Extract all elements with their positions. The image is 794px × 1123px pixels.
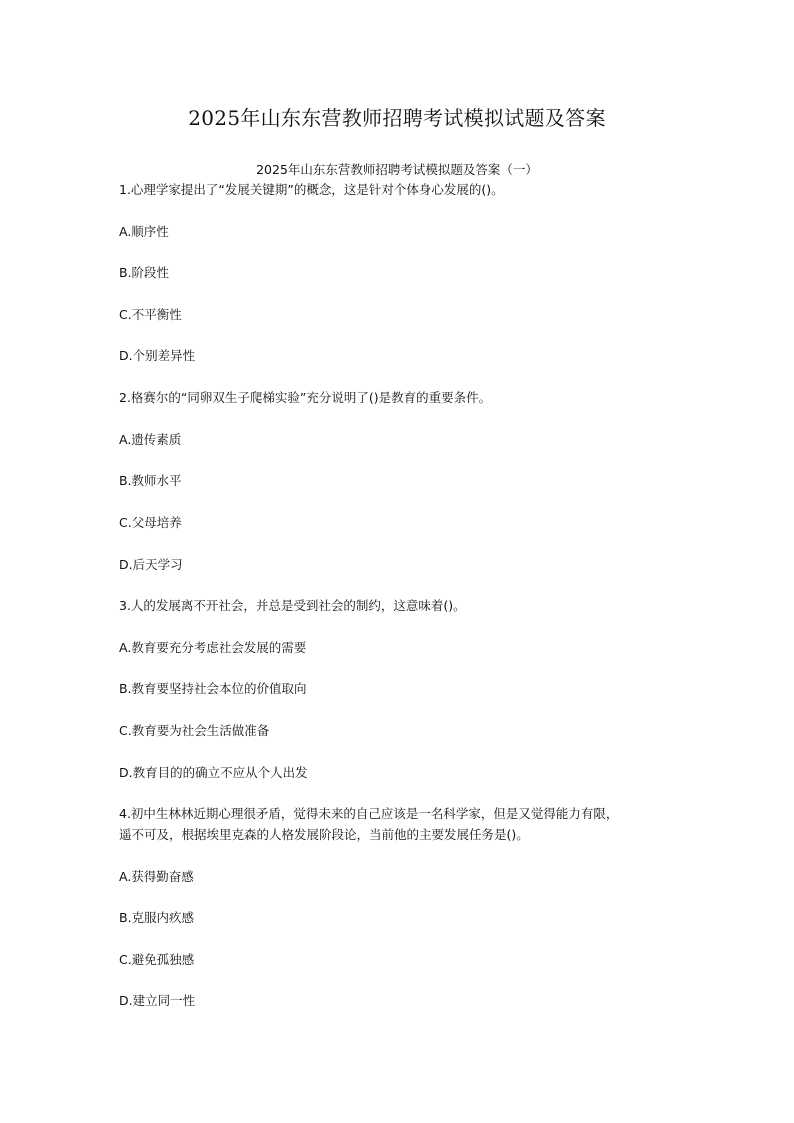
question-4-option-d: D.建立同一性 bbox=[119, 993, 196, 1008]
question-1-stem: 1.心理学家提出了“发展关键期”的概念，这是针对个体身心发展的()。 bbox=[119, 182, 504, 197]
section-title: 2025年山东东营教师招聘考试模拟题及答案（一） bbox=[256, 162, 538, 177]
question-3-option-a: A.教育要充分考虑社会发展的需要 bbox=[119, 640, 307, 655]
question-2-option-b: B.教师水平 bbox=[119, 473, 182, 488]
question-2-option-d: D.后天学习 bbox=[119, 557, 183, 572]
question-2-stem: 2.格赛尔的“同卵双生子爬梯实验”充分说明了()是教育的重要条件。 bbox=[119, 390, 492, 405]
question-1-option-d: D.个别差异性 bbox=[119, 348, 196, 363]
question-3-option-c: C.教育要为社会生活做准备 bbox=[119, 723, 270, 738]
question-1-option-c: C.不平衡性 bbox=[119, 307, 182, 322]
document-title: 2025年山东东营教师招聘考试模拟试题及答案 bbox=[188, 106, 606, 130]
question-4-option-c: C.避免孤独感 bbox=[119, 952, 195, 967]
question-4-stem-line-2: 遥不可及，根据埃里克森的人格发展阶段论，当前他的主要发展任务是()。 bbox=[119, 827, 529, 842]
question-2-option-c: C.父母培养 bbox=[119, 515, 182, 530]
question-1-option-b: B.阶段性 bbox=[119, 265, 170, 280]
question-2-option-a: A.遗传素质 bbox=[119, 432, 182, 447]
question-4-stem-line-1: 4.初中生林林近期心理很矛盾，觉得未来的自己应该是一名科学家，但是又觉得能力有限， bbox=[119, 806, 619, 821]
question-1-option-a: A.顺序性 bbox=[119, 224, 169, 239]
question-4-option-b: B.克服内疚感 bbox=[119, 910, 195, 925]
question-3-stem: 3.人的发展离不开社会，并总是受到社会的制约，这意味着()。 bbox=[119, 598, 466, 613]
question-4-option-a: A.获得勤奋感 bbox=[119, 869, 194, 884]
question-3-option-b: B.教育要坚持社会本位的价值取向 bbox=[119, 681, 307, 696]
question-3-option-d: D.教育目的的确立不应从个人出发 bbox=[119, 765, 308, 780]
